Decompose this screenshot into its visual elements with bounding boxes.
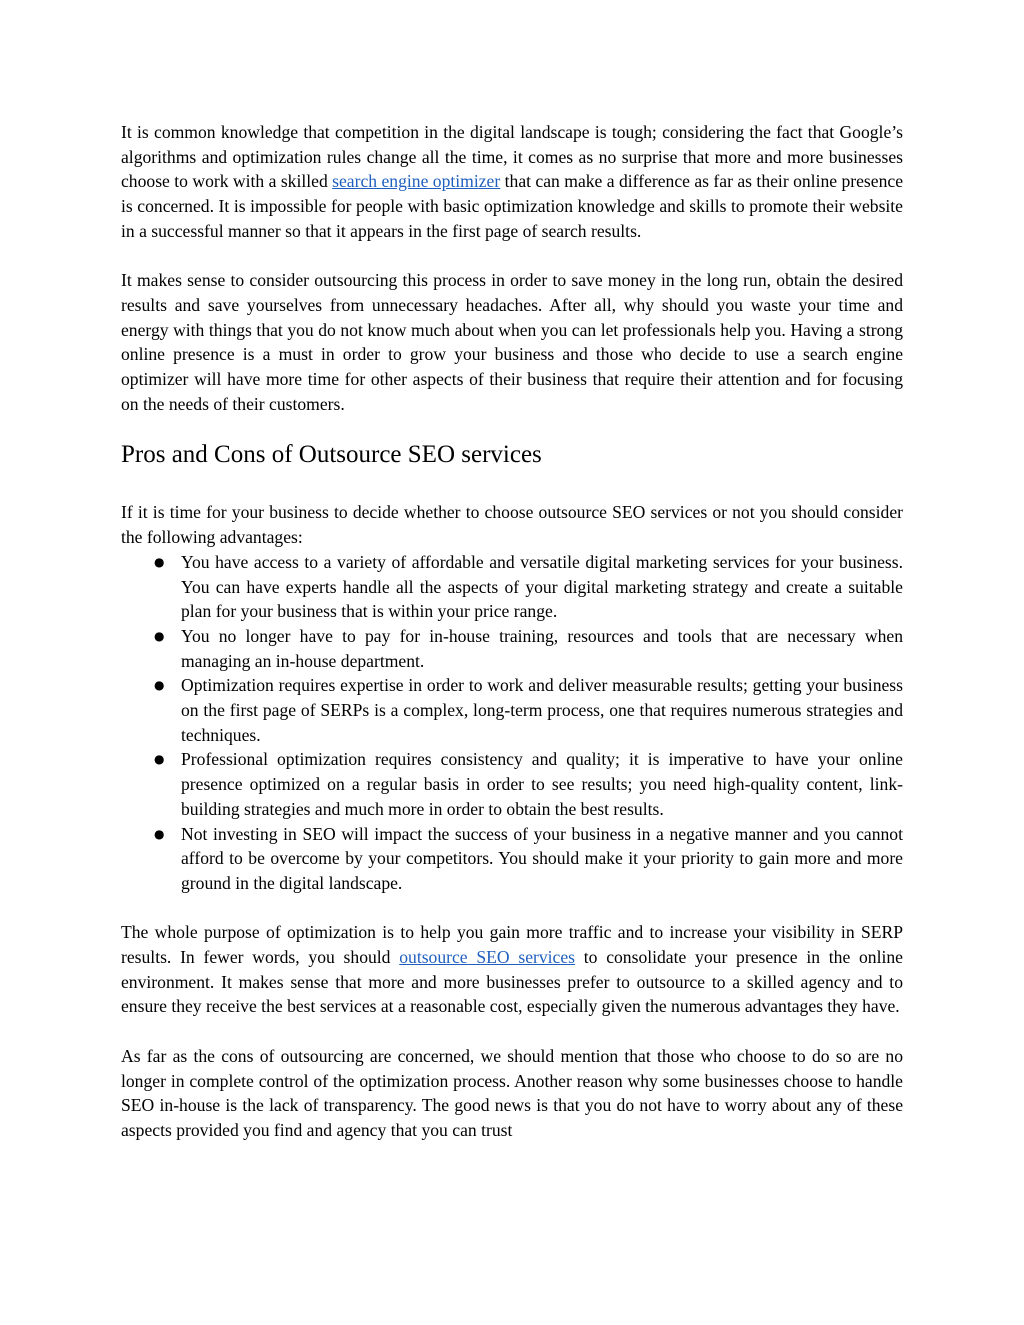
list-item-text: Not investing in SEO will impact the success of your business in a negative manner and you cannot afford to be overcome by your competitors. You should make it your priority to gain more and more ground in the digital landscape. <box>181 823 903 893</box>
list-item <box>121 822 903 896</box>
list-item-text: You no longer have to pay for in-house training, resources and tools that are necessary when managing an in-house department. <box>181 625 903 671</box>
document-page <box>121 120 903 1143</box>
paragraph-text: It is common knowledge that competition in the digital landscape is tough; considering the fact that Google’s algorithms and optimization rules change all the time, it comes as no surprise that more and more businesses choose to work with a skilled <box>121 122 903 192</box>
list-item <box>121 673 903 747</box>
list-item <box>121 550 903 624</box>
section-heading: Pros and Cons of Outsource SEO services <box>121 441 542 469</box>
paragraph-text: that can make a difference as far as their online presence is concerned. It is impossible for people with basic optimization knowledge and skills to promote their website in a successful manner so that it appears in the first page of search results. <box>121 171 904 241</box>
paragraph-text: The whole purpose of optimization is to help you gain more traffic and to increase your visibility in SERP results. In fewer words, you should <box>121 922 903 968</box>
bullet-icon: ● <box>154 628 165 643</box>
advantages-intro: If it is time for your business to decide whether to choose outsource SEO services or not you should consider the following advantages: <box>121 502 903 548</box>
list-item <box>121 747 903 821</box>
advantages-list <box>121 550 903 896</box>
intro-paragraph <box>121 120 903 244</box>
paragraph-text: to consolidate your presence in the online environment. It makes sense that more and more businesses prefer to outsource to a skilled agency and to ensure they receive the best services at a reasonable cost, especially given the numerous advantages they have. <box>121 947 903 1017</box>
bullet-icon: ● <box>154 752 165 767</box>
list-item <box>121 624 903 673</box>
purpose-paragraph <box>121 920 903 1019</box>
list-item-text: Optimization requires expertise in order to work and deliver measurable results; getting your business on the first page of SERPs is a complex, long-term process, one that requires numerous strategies and techniques. <box>181 675 903 745</box>
cons-paragraph: As far as the cons of outsourcing are concerned, we should mention that those who choose to do so are no longer in complete control of the optimization process. Another reason why some businesses choose to handle SEO in-house is the lack of transparency. The good news is that you do not have to worry about any of these aspects provided you find and agency that you can trust <box>121 1045 903 1140</box>
list-item-text: You have access to a variety of affordable and versatile digital marketing services for your business. You can have experts handle all the aspects of your digital marketing strategy and create a suitable plan for your business that is within your price range. <box>181 551 903 622</box>
search-engine-optimizer-link[interactable]: search engine optimizer <box>332 171 501 192</box>
bullet-icon: ● <box>154 678 165 693</box>
bullet-icon: ● <box>154 826 165 841</box>
outsourcing-paragraph: It makes sense to consider outsourcing this process in order to save money in the long run, obtain the desired results and save yourselves from unnecessary headaches. After all, why should you waste your time and energy with things that you do not know much about when you can let professionals help you. Having a strong online presence is a must in order to grow your business and those who decide to use a search engine optimizer will have more time for other aspects of their business that require their attention and for focusing on the needs of their customers. <box>121 270 903 414</box>
bullet-icon: ● <box>154 554 165 569</box>
outsource-seo-services-link[interactable]: outsource SEO services <box>399 947 576 968</box>
list-item-text: Professional optimization requires consistency and quality; it is imperative to have your online presence optimized on a regular basis in order to see results; you need high-quality content, link-building strategies and much more in order to obtain the best results. <box>181 749 903 819</box>
